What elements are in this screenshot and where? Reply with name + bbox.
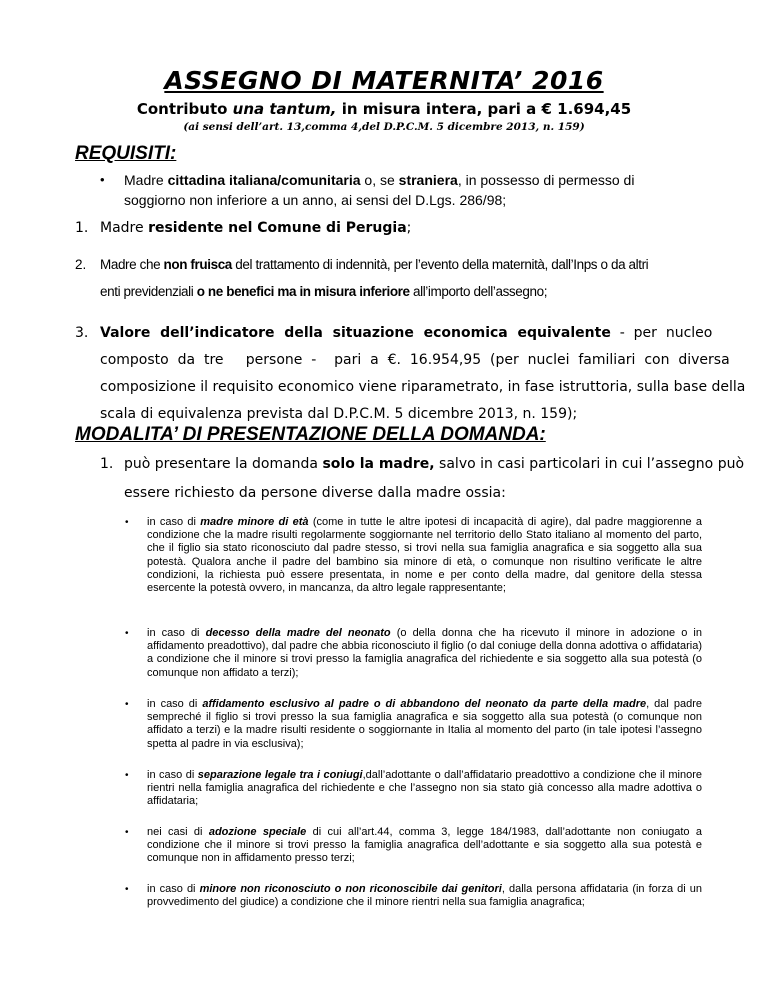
text-bold-italic: affidamento esclusivo al padre o di abbandono del neonato da parte della madre <box>202 698 647 710</box>
section-heading-requisiti: REQUISITI: <box>75 143 177 164</box>
case-item <box>125 698 703 751</box>
case-item <box>125 826 702 866</box>
text-bold-italic: minore non riconosciuto o non riconoscibile dai genitori <box>199 883 502 895</box>
text: (o della donna che ha ricevuto il minore in adozione o in affidamento preadottivo), dal padre che abbia riconosciuto il figlio (o dal coniuge della donna adottiva o affidataria) a condizione che il minore si trovi presso la famiglia anagrafica del richiedente e sia soggetto alla sua potestà (o comunque non affidato a terzi); <box>147 627 702 679</box>
text-bold: solo la madre, <box>322 456 435 472</box>
document-subtitle <box>0 100 768 118</box>
legal-citation: (ai sensi dell’art. 13,comma 4,del D.P.C.M. 5 dicembre 2013, n. 159) <box>183 121 585 133</box>
list-number: 1. <box>100 456 114 472</box>
text: in caso di <box>147 698 203 710</box>
case-item <box>125 769 703 809</box>
text: salvo in casi particolari in cui l’assegno può <box>434 456 745 472</box>
text: di cui all’art.44, comma 3, legge 184/1983, dall’adottante non coniugato a condizione che il minore si trovi presso la famiglia anagrafica dell’adottante e sia soggetto alla sua potestà e comunque non in affidamento presso terzi; <box>147 826 702 865</box>
subtitle-italic: una tantum, <box>232 100 337 118</box>
text: in caso di <box>147 516 201 528</box>
text-bold: cittadina italiana/comunitaria <box>167 172 361 188</box>
text-bold: o ne benefici ma in misura inferiore <box>196 284 410 299</box>
case-item <box>125 883 703 909</box>
subtitle-post: in misura intera, pari a € 1.694,45 <box>336 100 632 118</box>
text: , dal padre sempreché il figlio si trovi presso la sua famiglia anagrafica e sia soggetto alla sua potestà (o comunque non affidato a terzi) e la madre risulti residente o soggiornante in Italia al momento del parto (in tale ipotesi l’assegno spetta al padre in via esclusiva); <box>147 698 703 750</box>
bullet-dot: • <box>125 628 129 639</box>
text: scala di equivalenza prevista dal D.P.C.M. 5 dicembre 2013, n. 159); <box>100 406 578 422</box>
text: del trattamento di indennità, per l’evento della maternità, dall’Inps o da altri <box>231 257 649 272</box>
bullet-dot: • <box>100 172 105 187</box>
text-bold-italic: adozione speciale <box>208 826 307 838</box>
bullet-dot: • <box>125 517 129 528</box>
case-item <box>125 516 702 595</box>
text: soggiorno non inferiore a un anno, ai sensi del D.Lgs. 286/98; <box>124 192 507 208</box>
text: nei casi di <box>147 826 209 838</box>
text: Madre <box>124 172 168 188</box>
case-item <box>125 627 702 680</box>
bullet-dot: • <box>125 884 129 895</box>
text: può presentare la domanda <box>124 456 323 472</box>
bullet-dot: • <box>125 699 129 710</box>
document-title: ASSEGNO DI MATERNITA’ 2016 <box>164 66 604 95</box>
bullet-dot: • <box>125 827 129 838</box>
text: ,dall’adottante o dall’affidatario preadottivo a condizione che il minore rientri nella famiglia anagrafica del richiedente e che l’assegno non sia stato già concesso alla madre adottiva o affidataria; <box>147 769 703 808</box>
text: composto da tre persone - pari a €. 16.954,95 (per nuclei familiari con diversa <box>100 352 730 368</box>
subtitle-pre: Contributo <box>136 100 233 118</box>
text: o, se <box>360 172 399 188</box>
text: in caso di <box>147 769 198 781</box>
text-bold-italic: separazione legale tra i coniugi <box>197 769 363 781</box>
text-bold-italic: decesso della madre del neonato <box>205 627 391 639</box>
text: in caso di <box>147 883 200 895</box>
text-bold: Valore dell’indicatore della situazione economica equivalente <box>100 325 611 341</box>
text: Madre che <box>100 257 164 272</box>
text: essere richiesto da persone diverse dalla madre ossia: <box>124 485 506 501</box>
text: , in possesso di permesso di <box>457 172 635 188</box>
text-bold: straniera <box>398 172 458 188</box>
list-number: 3. <box>75 325 89 341</box>
text: in caso di <box>147 627 206 639</box>
section-heading-modalita: MODALITA’ DI PRESENTAZIONE DELLA DOMANDA: <box>75 424 546 445</box>
text: (come in tutte le altre ipotesi di incapacità di agire), dal padre maggiorenne a condizione che la madre risulti regolarmente soggiornante nel territorio dello Stato italiano al momento del parto, che il figlio sia stato riconosciuto dal padre stesso, si trovi nella sua famiglia anagrafica e sia soggetto alla sua potestà. Qualora anche il padre del bambino sia minore di età, o comunque non risultino verificate le altre condizioni, la richiesta può essere presentata, in nome e per conto della madre, dal genitore della stessa esercente la potestà ovvero, in mancanza, da altro legale rappresentante; <box>147 516 702 595</box>
text: enti previdenziali <box>100 284 197 299</box>
text-bold: non fruisca <box>163 257 232 272</box>
text-bold-italic: madre minore di età <box>200 516 309 528</box>
list-number: 2. <box>75 257 87 272</box>
text: ; <box>406 220 412 236</box>
text-bold: residente nel Comune di Perugia <box>148 220 407 236</box>
list-number: 1. <box>75 220 89 236</box>
text: all’importo dell’assegno; <box>409 284 548 299</box>
text: - per nucleo <box>610 325 713 341</box>
text: Madre <box>100 220 149 236</box>
text: composizione il requisito economico viene riparametrato, in fase istruttoria, sulla base della <box>100 379 746 395</box>
bullet-dot: • <box>125 770 129 781</box>
text: , dalla persona affidataria (in forza di un provvedimento del giudice) a condizione che il minore rientri nella sua famiglia anagrafica; <box>147 883 703 909</box>
